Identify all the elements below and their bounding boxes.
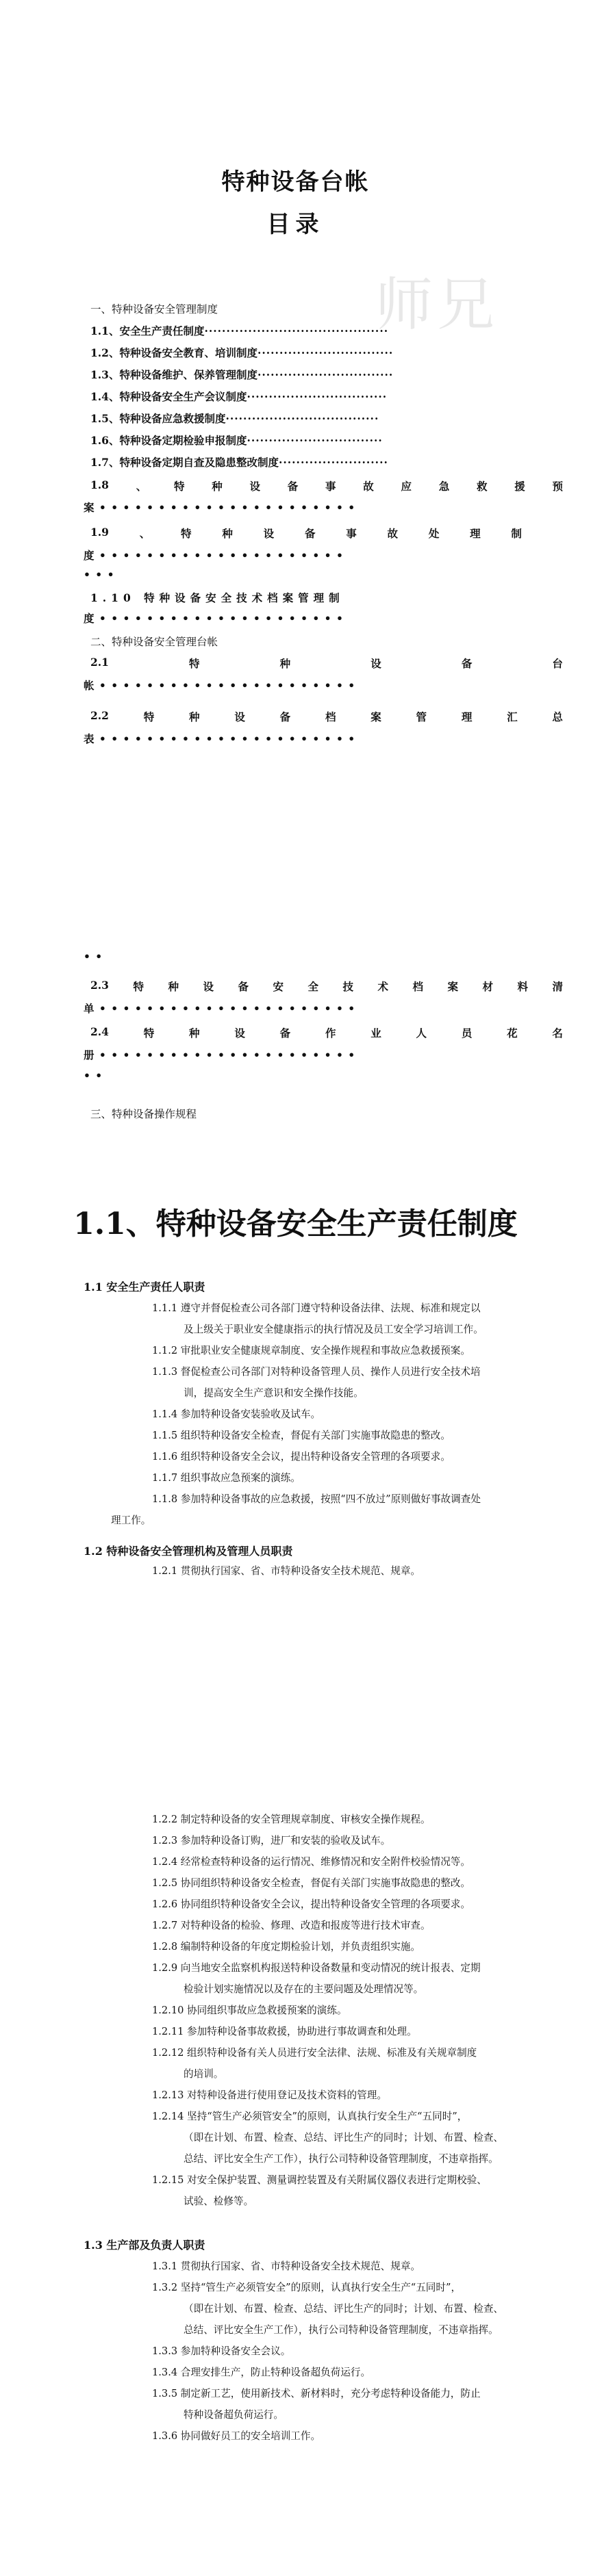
paragraph-1-3-4: 1.3.4 合理安排生产，防止特种设备超负荷运行。 xyxy=(152,2367,371,2378)
toc-item-1-8-cont: 案 • • • • • • • • • • • • • • • • • • • • • • xyxy=(84,501,356,514)
paragraph-1-2-13: 1.2.13 对特种设备进行使用登记及技术资料的管理。 xyxy=(152,2089,387,2101)
watermark: 师兄 xyxy=(375,271,499,338)
toc-item-1-9[interactable]: 1.9 、 特 种 设 备 事 故 处 理 制 xyxy=(90,526,522,540)
toc-item-2-2-cont: 表 • • • • • • • • • • • • • • • • • • • • • • xyxy=(84,732,356,745)
toc-item-1-10-cont: 度 • • • • • • • • • • • • • • • • • • • • • xyxy=(84,612,344,625)
document-title: 特种设备台帐 xyxy=(221,168,370,196)
subheading-1-1: 1.1 安全生产责任人职责 xyxy=(84,1280,205,1293)
section-title: 1.1、特种设备安全生产责任制度 xyxy=(73,1207,518,1241)
paragraph-1-3-2: 1.3.2 坚持“管生产必须管安全”的原则，认真执行安全生产“五同时”， （即在计划、布置、检查、总结、评比生产的同时；计划、布置、检查、 总结、评比安全生产工作），执行公司特种设备管理制度，不违章指挥。 xyxy=(152,2282,504,2336)
toc-section-1[interactable]: 一、特种设备安全管理制度 xyxy=(90,303,218,315)
paragraph-1-1-6: 1.1.6 组织特种设备安全会议，提出特种设备安全管理的各项要求。 xyxy=(152,1451,451,1463)
paragraph-1-1-3: 1.1.3 督促检查公司各部门对特种设备管理人员、操作人员进行安全技术培 训，提高安全生产意识和安全操作技能。 xyxy=(152,1366,481,1399)
paragraph-1-1-8: 1.1.8 参加特种设备事故的应急救援，按照“四不放过”原则做好事故调查处 理工作。 xyxy=(111,1493,481,1526)
paragraph-1-2-10: 1.2.10 协同组织事故应急救援预案的演练。 xyxy=(152,2005,347,2016)
toc-item-2-4[interactable]: 2.4 特 种 设 备 作 业 人 员 花 名 xyxy=(90,1025,563,1040)
toc-item-2-1[interactable]: 2.1 特 种 设 备 台 xyxy=(90,656,563,670)
paragraph-1-3-3: 1.3.3 参加特种设备安全会议。 xyxy=(152,2345,291,2357)
toc-item-1-10[interactable]: 1.10 特种设备安全技术档案管理制 xyxy=(90,591,344,604)
toc-item-1-9-cont: 度 • • • • • • • • • • • • • • • • • • • • • xyxy=(84,549,344,562)
paragraph-1-2-5: 1.2.5 协同组织特种设备安全检查，督促有关部门实施事故隐患的整改。 xyxy=(152,1877,470,1889)
toc-item-2-3[interactable]: 2.3 特 种 设 备 安 全 技 术 档 案 材 料 清 xyxy=(90,979,563,993)
toc-item-2-2-dots: • • xyxy=(84,950,103,963)
toc-item-1-5[interactable]: 1.5、特种设备应急救援制度··································· xyxy=(90,412,379,425)
paragraph-1-1-4: 1.1.4 参加特种设备安装验收及试车。 xyxy=(152,1408,321,1420)
toc-item-1-8[interactable]: 1.8 、 特 种 设 备 事 故 应 急 救 援 预 xyxy=(90,478,563,493)
paragraph-1-1-2: 1.1.2 审批职业安全健康规章制度、安全操作规程和事故应急救援预案。 xyxy=(152,1345,470,1356)
paragraph-1-3-6: 1.3.6 协同做好员工的安全培训工作。 xyxy=(152,2430,321,2442)
paragraph-1-2-15: 1.2.15 对安全保护装置、测量调控装置及有关附属仪器仪表进行定期校验、 试验、检修等。 xyxy=(152,2174,487,2207)
paragraph-1-2-7: 1.2.7 对特种设备的检验、修理、改造和报废等进行技术审查。 xyxy=(152,1920,431,1931)
paragraph-1-2-12: 1.2.12 组织特种设备有关人员进行安全法律、法规、标准及有关规章制度 的培训。 xyxy=(152,2047,477,2080)
toc-title: 目录 xyxy=(266,211,325,238)
toc-item-2-4-dots: • • xyxy=(84,1069,103,1082)
toc-item-1-6[interactable]: 1.6、特种设备定期检验申报制度······························· xyxy=(90,434,383,447)
paragraph-1-1-5: 1.1.5 组织特种设备安全检查，督促有关部门实施事故隐患的整改。 xyxy=(152,1430,451,1441)
paragraph-1-2-6: 1.2.6 协同组织特种设备安全会议，提出特种设备安全管理的各项要求。 xyxy=(152,1898,470,1910)
paragraph-1-2-9: 1.2.9 向当地安全监察机构报送特种设备数量和变动情况的统计报表、定期 检验计划实施情况以及存在的主要问题及处理情况等。 xyxy=(152,1962,481,1995)
toc-section-2[interactable]: 二、特种设备安全管理台帐 xyxy=(90,636,218,648)
paragraph-1-1-7: 1.1.7 组织事故应急预案的演练。 xyxy=(152,1472,301,1484)
paragraph-1-3-5: 1.3.5 制定新工艺，使用新技术、新材料时，充分考虑特种设备能力，防止 特种设备超负荷运行。 xyxy=(152,2388,481,2421)
toc-item-2-1-cont: 帐 • • • • • • • • • • • • • • • • • • • • • • xyxy=(84,679,356,692)
subheading-1-3: 1.3 生产部及负责人职责 xyxy=(84,2239,205,2252)
toc-item-1-2[interactable]: 1.2、特种设备安全教育、培训制度······························· xyxy=(90,346,394,359)
toc-item-1-4[interactable]: 1.4、特种设备安全生产会议制度································ xyxy=(90,390,388,403)
paragraph-1-2-3: 1.2.3 参加特种设备订购，进厂和安装的验收及试车。 xyxy=(152,1835,391,1846)
paragraph-1-2-2: 1.2.2 制定特种设备的安全管理规章制度、审核安全操作规程。 xyxy=(152,1814,431,1825)
paragraph-1-1-1: 1.1.1 遵守并督促检查公司各部门遵守特种设备法律、法规、标准和规定以 及上级关于职业安全健康指示的执行情况及员工安全学习培训工作。 xyxy=(152,1302,483,1335)
toc-item-2-2[interactable]: 2.2 特 种 设 备 档 案 管 理 汇 总 xyxy=(90,709,563,723)
toc-item-1-7[interactable]: 1.7、特种设备定期自查及隐患整改制度························· xyxy=(90,456,388,469)
toc-section-3[interactable]: 三、特种设备操作规程 xyxy=(90,1108,197,1120)
paragraph-1-2-4: 1.2.4 经常检查特种设备的运行情况、维修情况和安全附件校验情况等。 xyxy=(152,1856,470,1868)
paragraph-1-2-14: 1.2.14 坚持“管生产必须管安全”的原则，认真执行安全生产“五同时”， （即在计划、布置、检查、总结、评比生产的同时；计划、布置、检查、 总结、评比安全生产工作），执行公司特种设备管理制度，不违章指挥。 xyxy=(152,2111,504,2165)
toc-item-1-3[interactable]: 1.3、特种设备维护、保养管理制度······························· xyxy=(90,368,394,381)
toc-item-1-9-dots: • • • xyxy=(84,568,115,581)
paragraph-1-2-1: 1.2.1 贯彻执行国家、省、市特种设备安全技术规范、规章。 xyxy=(152,1565,421,1577)
toc-item-2-3-cont: 单 • • • • • • • • • • • • • • • • • • • • • • xyxy=(84,1002,356,1015)
paragraph-1-2-11: 1.2.11 参加特种设备事故救援，协助进行事故调查和处理。 xyxy=(152,2026,417,2037)
subheading-1-2: 1.2 特种设备安全管理机构及管理人员职责 xyxy=(84,1545,293,1558)
paragraph-1-2-8: 1.2.8 编制特种设备的年度定期检验计划，并负责组织实施。 xyxy=(152,1941,421,1953)
paragraph-1-3-1: 1.3.1 贯彻执行国家、省、市特种设备安全技术规范、规章。 xyxy=(152,2261,421,2272)
toc-item-2-4-cont: 册 • • • • • • • • • • • • • • • • • • • • • • xyxy=(84,1048,356,1061)
toc-item-1-1[interactable]: 1.1、安全生产责任制度·········································· xyxy=(90,324,389,337)
